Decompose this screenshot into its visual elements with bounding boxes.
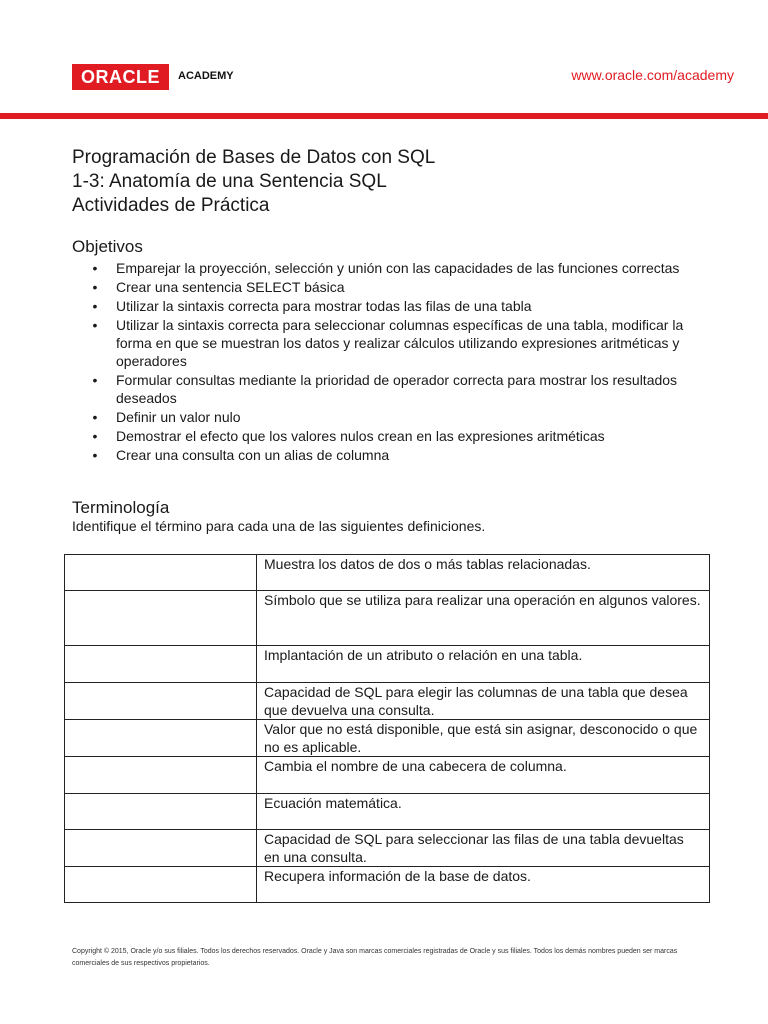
objective-text: Utilizar la sintaxis correcta para mostrar todas las filas de una tabla: [116, 298, 532, 314]
bullet-icon: •: [92, 298, 98, 314]
lesson-title: 1-3: Anatomía de una Sentencia SQL: [72, 171, 387, 192]
term-input-cell[interactable]: [65, 830, 257, 867]
academy-label: ACADEMY: [178, 70, 234, 82]
objective-text: Definir un valor nulo: [116, 409, 241, 425]
objective-text: Crear una sentencia SELECT básica: [116, 279, 345, 295]
definition-cell: Capacidad de SQL para elegir las columnas de una tabla que desea que devuelva una consulta.: [257, 683, 710, 720]
term-input-cell[interactable]: [65, 757, 257, 794]
terminology-instructions: Identifique el término para cada una de las siguientes definiciones.: [72, 518, 486, 534]
term-input-cell[interactable]: [65, 794, 257, 830]
definition-cell: Cambia el nombre de una cabecera de columna.: [257, 757, 710, 794]
copyright-footer: Copyright © 2015, Oracle y/o sus filiales. Todos los derechos reservados. Oracle y Java son marcas comerciales registradas de Oracle y sus filiales. Todos los demás nombres pueden ser marcas comerciales de sus respectivos propietarios.: [72, 948, 678, 967]
bullet-icon: •: [92, 260, 98, 276]
bullet-icon: •: [92, 447, 98, 463]
definition-cell: Símbolo que se utiliza para realizar una operación en algunos valores.: [257, 591, 710, 646]
objective-text: Formular consultas mediante la prioridad de operador correcta para mostrar los resultados deseados: [116, 372, 678, 406]
objective-text: Utilizar la sintaxis correcta para seleccionar columnas específicas de una tabla, modificar la forma en que se muestran los datos y realizar cálculos utilizando expresiones aritméticas y operadores: [116, 317, 684, 369]
objective-text: Emparejar la proyección, selección y unión con las capacidades de las funciones correctas: [116, 260, 680, 276]
list-item: [92, 408, 696, 426]
list-item: [92, 278, 696, 296]
term-input-cell[interactable]: [65, 683, 257, 720]
bullet-icon: •: [92, 428, 98, 444]
table-row: [65, 757, 710, 794]
term-input-cell[interactable]: [65, 720, 257, 757]
oracle-logo: ORACLE: [72, 64, 169, 90]
table-row: [65, 646, 710, 683]
definition-cell: Ecuación matemática.: [257, 794, 710, 830]
header-divider: [0, 113, 768, 119]
table-row: [65, 591, 710, 646]
definition-cell: Implantación de un atributo o relación en una tabla.: [257, 646, 710, 683]
table-row: [65, 830, 710, 867]
document-title-block: [72, 146, 435, 218]
page-header: [0, 0, 768, 120]
table-row: [65, 794, 710, 830]
bullet-icon: •: [92, 372, 98, 388]
terminology-table: [64, 554, 710, 903]
objectives-heading: Objetivos: [72, 237, 143, 256]
bullet-icon: •: [92, 409, 98, 425]
term-input-cell[interactable]: [65, 591, 257, 646]
definition-cell: Muestra los datos de dos o más tablas relacionadas.: [257, 555, 710, 591]
term-input-cell[interactable]: [65, 646, 257, 683]
list-item: [92, 297, 696, 315]
table-row: [65, 867, 710, 903]
definition-cell: Recupera información de la base de datos.: [257, 867, 710, 903]
list-item: [92, 371, 696, 407]
bullet-icon: •: [92, 279, 98, 295]
terminology-heading: Terminología: [72, 498, 170, 517]
list-item: [92, 316, 696, 370]
definition-cell: Valor que no está disponible, que está sin asignar, desconocido o que no es aplicable.: [257, 720, 710, 757]
course-title: Programación de Bases de Datos con SQL: [72, 147, 436, 168]
table-row: [65, 555, 710, 591]
activity-title: Actividades de Práctica: [72, 195, 270, 216]
objective-text: Crear una consulta con un alias de columna: [116, 447, 390, 463]
term-input-cell[interactable]: [65, 867, 257, 903]
objective-text: Demostrar el efecto que los valores nulos crean en las expresiones aritméticas: [116, 428, 605, 444]
table-row: [65, 720, 710, 757]
objectives-list: [90, 259, 696, 465]
table-row: [65, 683, 710, 720]
definition-cell: Capacidad de SQL para seleccionar las filas de una tabla devueltas en una consulta.: [257, 830, 710, 867]
list-item: [92, 446, 696, 464]
list-item: [92, 259, 696, 277]
bullet-icon: •: [92, 317, 98, 333]
academy-url-link[interactable]: www.oracle.com/academy: [571, 67, 734, 83]
list-item: [92, 427, 696, 445]
term-input-cell[interactable]: [65, 555, 257, 591]
